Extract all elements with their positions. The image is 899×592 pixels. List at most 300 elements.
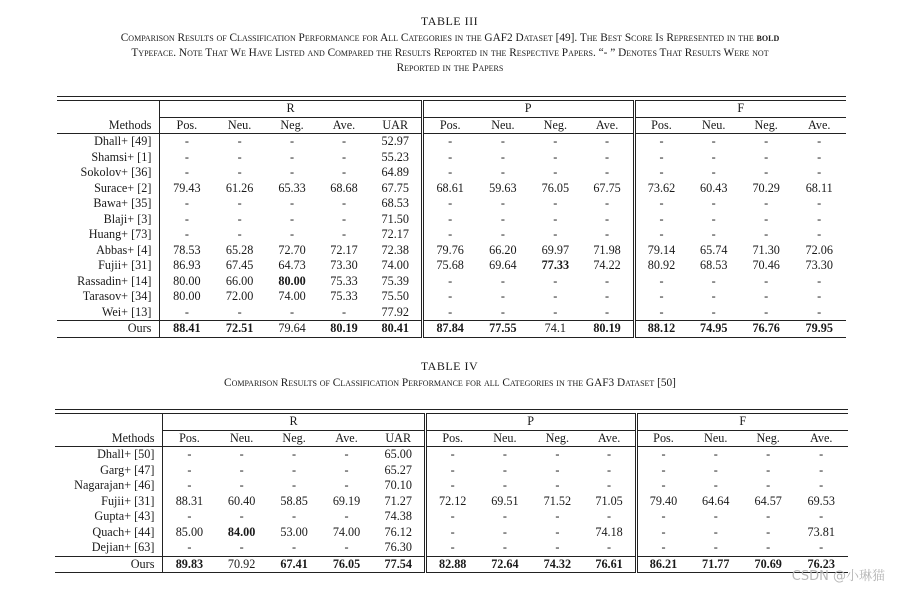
table-cell: - [817,149,822,164]
table-cell: - [502,509,507,524]
table3-caption-line1: Comparison Results of Classification Performance for All Categories in the GAF2 Dataset [49]. The Best Score Is Represented in the [120,32,754,44]
method-name: Nagarajan+ [46] [74,478,155,493]
table-cell: 65.74 [700,242,728,257]
table3-column-header: Neu. [687,117,739,134]
method-name: Bawa+ [35] [93,196,152,211]
table4-group-p: P [425,414,636,431]
table-cell: - [341,304,347,319]
table-cell: 82.88 [425,556,478,573]
table3-group-f: F [634,101,846,118]
table4-column-header: UAR [373,430,425,447]
table3 [57,100,846,338]
table-cell: 71.98 [593,242,621,257]
table-row [57,274,846,290]
table-cell: 79.40 [636,494,689,510]
table-cell: 88.12 [634,321,687,338]
table-row [55,494,848,510]
table-cell: 77.55 [477,321,529,338]
table-row [57,165,846,181]
table-cell: - [819,478,824,493]
table3-title: TABLE III [420,14,479,28]
table-row [55,463,848,479]
table-cell: - [819,509,824,524]
table-cell: - [500,211,505,226]
table3-group-r: R [160,101,422,118]
table-cell: 68.53 [700,258,728,273]
table-cell: 72.12 [425,494,478,510]
table-cell: - [605,273,610,288]
table-cell: 69.19 [332,493,361,508]
table4-title: TABLE IV [420,359,479,373]
table-cell: 64.64 [702,493,730,508]
table-cell: - [766,509,771,524]
table-row [55,525,848,541]
table-cell: - [502,462,507,477]
table-cell: 68.11 [805,180,833,195]
table-cell: 70.10 [384,478,412,493]
table-cell: - [160,305,213,321]
table-cell: 76.12 [384,524,412,539]
table3-column-header: UAR [370,117,422,134]
table-cell: - [344,462,349,477]
table-cell: - [160,196,213,212]
table4-column-header: Neg. [531,430,583,447]
table-cell: - [163,463,215,479]
table-row [55,540,848,556]
table-cell: - [500,196,505,211]
table-cell: - [766,478,771,493]
table4-group-r: R [163,414,425,431]
table-cell: 74.95 [687,321,739,338]
table-cell: - [634,196,687,212]
table3-corner [57,101,160,118]
table-row [55,447,848,463]
table-cell: - [292,540,297,555]
table-row [57,150,846,166]
table-cell: 89.83 [163,556,215,573]
table-cell: - [500,227,505,242]
table-cell: 68.61 [422,181,476,197]
table-cell: - [607,462,612,477]
table-cell: 88.41 [160,321,213,338]
table-cell: - [163,478,215,494]
table-cell: - [160,165,213,181]
method-name: Dhall+ [49] [94,134,152,149]
table-cell: 64.89 [381,165,409,180]
table-cell: 74.1 [529,321,581,338]
table-cell: - [553,134,558,149]
table-cell: 75.33 [330,273,358,288]
table-cell: 77.92 [381,304,409,319]
table-cell: 76.05 [541,180,570,195]
method-name: Dhall+ [50] [97,447,155,462]
table-cell: - [344,509,349,524]
table-cell: - [817,304,822,319]
table-cell: - [555,478,560,493]
table-cell: 80.00 [278,273,306,288]
table-cell: - [239,509,244,524]
table-cell: 75.68 [422,258,476,274]
table-cell: - [341,165,347,180]
table-cell: 78.53 [160,243,213,259]
table-cell: 72.38 [381,242,409,257]
table-cell: - [237,211,242,226]
table-row [57,321,846,338]
table-cell: 75.50 [381,289,409,304]
table-cell: - [422,227,476,243]
table4-column-header: Pos. [425,430,478,447]
table-cell: 65.28 [225,242,254,257]
table4-column-header: Neu. [215,430,267,447]
method-name: Ours [55,556,163,573]
table-cell: - [341,196,347,211]
table-cell: 80.19 [582,321,634,338]
table-cell: - [713,462,718,477]
table-cell: 69.64 [489,258,517,273]
table-cell: - [553,196,558,211]
table-cell: 80.92 [634,258,687,274]
table-cell: 71.52 [543,493,572,508]
table-cell: 73.30 [805,258,833,273]
table-cell: - [344,478,349,493]
table-cell: 88.31 [163,494,215,510]
table-cell: - [425,478,478,494]
method-name: Fujii+ [31] [98,258,152,273]
table-cell: 71.05 [595,493,623,508]
table-cell: 76.30 [384,540,412,555]
table3-caption [10,31,890,76]
table-cell: 66.00 [225,273,254,288]
table-cell: 64.73 [278,258,306,273]
table-cell: - [636,478,689,494]
table-cell: - [425,509,478,525]
table-cell: - [425,525,478,541]
table-cell: - [817,227,822,242]
table-cell: 60.40 [227,493,256,508]
table-cell: - [636,509,689,525]
table-row [57,227,846,243]
table-cell: - [764,211,769,226]
table-cell: 80.41 [370,321,422,338]
table-cell: - [502,478,507,493]
method-name: Huang+ [73] [88,227,152,242]
method-name: Shamsi+ [1] [91,149,152,164]
table-cell: 64.57 [754,493,782,508]
method-name: Tarasov+ [34] [82,289,152,304]
table-cell: - [341,211,347,226]
table-cell: - [634,165,687,181]
watermark: CSDN @小琳猫 [791,569,885,584]
table-cell: - [422,305,476,321]
table-cell: 72.64 [479,556,531,573]
table-cell: 70.46 [752,258,780,273]
table-cell: 74.00 [381,258,409,273]
table-cell: 77.54 [373,556,425,573]
method-name: Quach+ [44] [92,524,155,539]
table-cell: - [764,304,769,319]
table-cell: - [555,447,560,462]
table-cell: - [605,134,610,149]
table4-header-row [55,430,848,447]
table-cell: - [500,273,505,288]
table-cell: - [290,227,295,242]
table-cell: 71.30 [752,242,780,257]
table4-caption-line1: Comparison Results of Classification Performance for all Categories in the GAF3 Dataset [50] [224,377,676,389]
table3-column-header: Neg. [740,117,792,134]
table-cell: - [553,227,558,242]
table-cell: - [502,447,507,462]
table-cell: - [819,462,824,477]
table-cell: 74.18 [595,524,623,539]
table-cell: - [292,478,297,493]
table-cell: - [502,524,507,539]
table-cell: - [764,165,769,180]
table-cell: 79.64 [266,321,318,338]
table-cell: - [817,273,822,288]
table-cell: - [766,462,771,477]
table4-column-header: Neg. [268,430,320,447]
table-cell: 69.53 [807,493,835,508]
table-cell: 53.00 [280,524,308,539]
table3-column-header: Pos. [160,117,213,134]
table-row [57,258,846,274]
method-name: Garg+ [47] [100,462,155,477]
table-cell: - [764,273,769,288]
table-cell: - [711,134,716,149]
table-cell: - [290,196,295,211]
table-cell: 67.41 [268,556,320,573]
table-cell: 67.45 [225,258,254,273]
table-cell: - [711,273,716,288]
table-cell: - [817,196,822,211]
table4 [55,413,848,573]
table-cell: - [711,211,716,226]
method-name: Rassadin+ [14] [77,273,152,288]
table-cell: - [634,212,687,228]
table-cell: - [766,524,771,539]
table-cell: 80.00 [160,274,213,290]
table-cell: 72.00 [225,289,254,304]
table-cell: 87.84 [422,321,476,338]
table-cell: - [163,509,215,525]
table-cell: - [239,478,244,493]
table-cell: - [711,196,716,211]
table-cell: 74.22 [593,258,621,273]
method-name: Fujii+ [31] [101,493,155,508]
table-cell: 60.43 [700,180,728,195]
table3-caption-line2: Typeface. Note That We Have Listed and Compared the Results Reported in the Respective Papers. “- ” Denotes That Results Were not [131,47,769,59]
table4-column-header: Pos. [636,430,689,447]
table-cell: - [605,304,610,319]
table-cell: - [160,227,213,243]
table4-column-header: Pos. [163,430,215,447]
table4-column-header: Ave. [320,430,372,447]
table-cell: - [239,447,244,462]
table-cell: 72.51 [213,321,265,338]
table-cell: - [605,165,610,180]
method-name: Blaji+ [3] [103,211,152,226]
table-cell: - [634,289,687,305]
table-cell: 70.92 [215,556,267,573]
table-cell: - [237,304,242,319]
table-cell: - [160,134,213,150]
table-cell: 79.76 [422,243,476,259]
table-cell: 73.30 [330,258,358,273]
table-row [57,196,846,212]
table-cell: - [425,540,478,556]
table-cell: 72.17 [330,242,358,257]
table-cell: - [553,273,558,288]
table-cell: - [341,149,347,164]
table-cell: 65.27 [384,462,412,477]
table-cell: - [237,134,242,149]
table-cell: 86.93 [160,258,213,274]
table-row [57,134,846,150]
table-cell: - [553,304,558,319]
table-cell: - [711,304,716,319]
table-cell: 68.53 [381,196,409,211]
table-cell: 72.70 [278,242,306,257]
table3-top-rule [57,96,846,97]
table-cell: 71.27 [384,493,412,508]
table4-caption [10,376,890,391]
table-cell: - [817,289,822,304]
table-cell: - [713,478,718,493]
table-cell: - [711,149,716,164]
table-cell: - [634,134,687,150]
table-cell: - [636,447,689,463]
table3-column-header: Neg. [266,117,318,134]
table4-column-header: Neg. [742,430,794,447]
table4-group-f: F [636,414,848,431]
table-cell: 72.17 [381,227,409,242]
table-cell: 74.00 [332,524,361,539]
table-cell: 55.23 [381,149,409,164]
table-cell: - [422,196,476,212]
table-cell: - [422,134,476,150]
table-cell: - [766,447,771,462]
table4-column-header: Ave. [584,430,636,447]
table-cell: - [711,165,716,180]
table-cell: - [500,165,505,180]
table-cell: 80.19 [318,321,369,338]
table-cell: - [500,134,505,149]
table-cell: - [764,134,769,149]
table-cell: - [605,211,610,226]
table-cell: - [502,540,507,555]
table4-body [55,447,848,573]
table-cell: - [713,509,718,524]
table-cell: - [636,540,689,556]
method-name: Surace+ [2] [94,180,152,195]
table-cell: - [607,509,612,524]
table-cell: - [239,462,244,477]
method-name: Abbas+ [4] [96,242,152,257]
table-cell: 65.33 [278,180,306,195]
table-cell: 70.69 [742,556,794,573]
table-cell: 72.06 [805,242,833,257]
table3-header-row [57,117,846,134]
table-cell: - [553,149,558,164]
table-cell: - [500,304,505,319]
table-cell: - [605,289,610,304]
table-cell: - [766,540,771,555]
table-cell: - [555,462,560,477]
table-cell: 65.00 [384,447,412,462]
table-cell: - [553,289,558,304]
table-cell: - [819,447,824,462]
table4-column-header: Neu. [690,430,742,447]
table-cell: 76.05 [320,556,372,573]
table-cell: - [290,149,295,164]
table-cell: 73.81 [807,524,835,539]
table-cell: - [422,150,476,166]
table-cell: 74.38 [384,509,412,524]
table-cell: 61.26 [225,180,254,195]
table3-column-header: Ave. [582,117,634,134]
table-cell: - [555,524,560,539]
table-cell: - [607,447,612,462]
table-cell: - [607,540,612,555]
table-cell: - [290,211,295,226]
table-cell: - [817,211,822,226]
table-cell: - [553,165,558,180]
table3-column-header: Neu. [477,117,529,134]
table-cell: - [553,211,558,226]
table4-methods-header: Methods [55,430,163,447]
table-cell: 68.68 [330,180,358,195]
table-cell: - [555,509,560,524]
table3-column-header: Neu. [213,117,265,134]
table-cell: 66.20 [489,242,517,257]
table-cell: - [292,447,297,462]
table3-column-header: Neg. [529,117,581,134]
table-cell: 76.61 [584,556,636,573]
table-cell: - [290,134,295,149]
table-cell: - [292,509,297,524]
table-cell: 74.32 [531,556,583,573]
table-cell: - [239,540,244,555]
table-row [55,478,848,494]
table3-column-header: Ave. [318,117,369,134]
table-cell: - [237,196,242,211]
table-row [55,556,848,573]
table4-column-header: Neu. [479,430,531,447]
table-cell: - [422,212,476,228]
table3-methods-header: Methods [57,117,160,134]
table-cell: - [764,149,769,164]
table-cell: - [764,196,769,211]
method-name: Sokolov+ [36] [80,165,152,180]
table-cell: - [237,227,242,242]
table-cell: 58.85 [280,493,308,508]
table-cell: - [290,304,295,319]
table-cell: - [237,165,242,180]
table-cell: 85.00 [163,525,215,541]
table-cell: 76.76 [740,321,792,338]
table-cell: 67.75 [593,180,621,195]
table3-caption-line3: Reported in the Papers [396,62,504,74]
table-cell: - [605,149,610,164]
table3-column-header: Pos. [422,117,476,134]
table-cell: - [292,462,297,477]
table-cell: - [634,274,687,290]
table-cell: 71.50 [381,211,409,226]
table3-body [57,134,846,338]
table-cell: - [422,289,476,305]
table-row [57,289,846,305]
table-row [57,181,846,197]
